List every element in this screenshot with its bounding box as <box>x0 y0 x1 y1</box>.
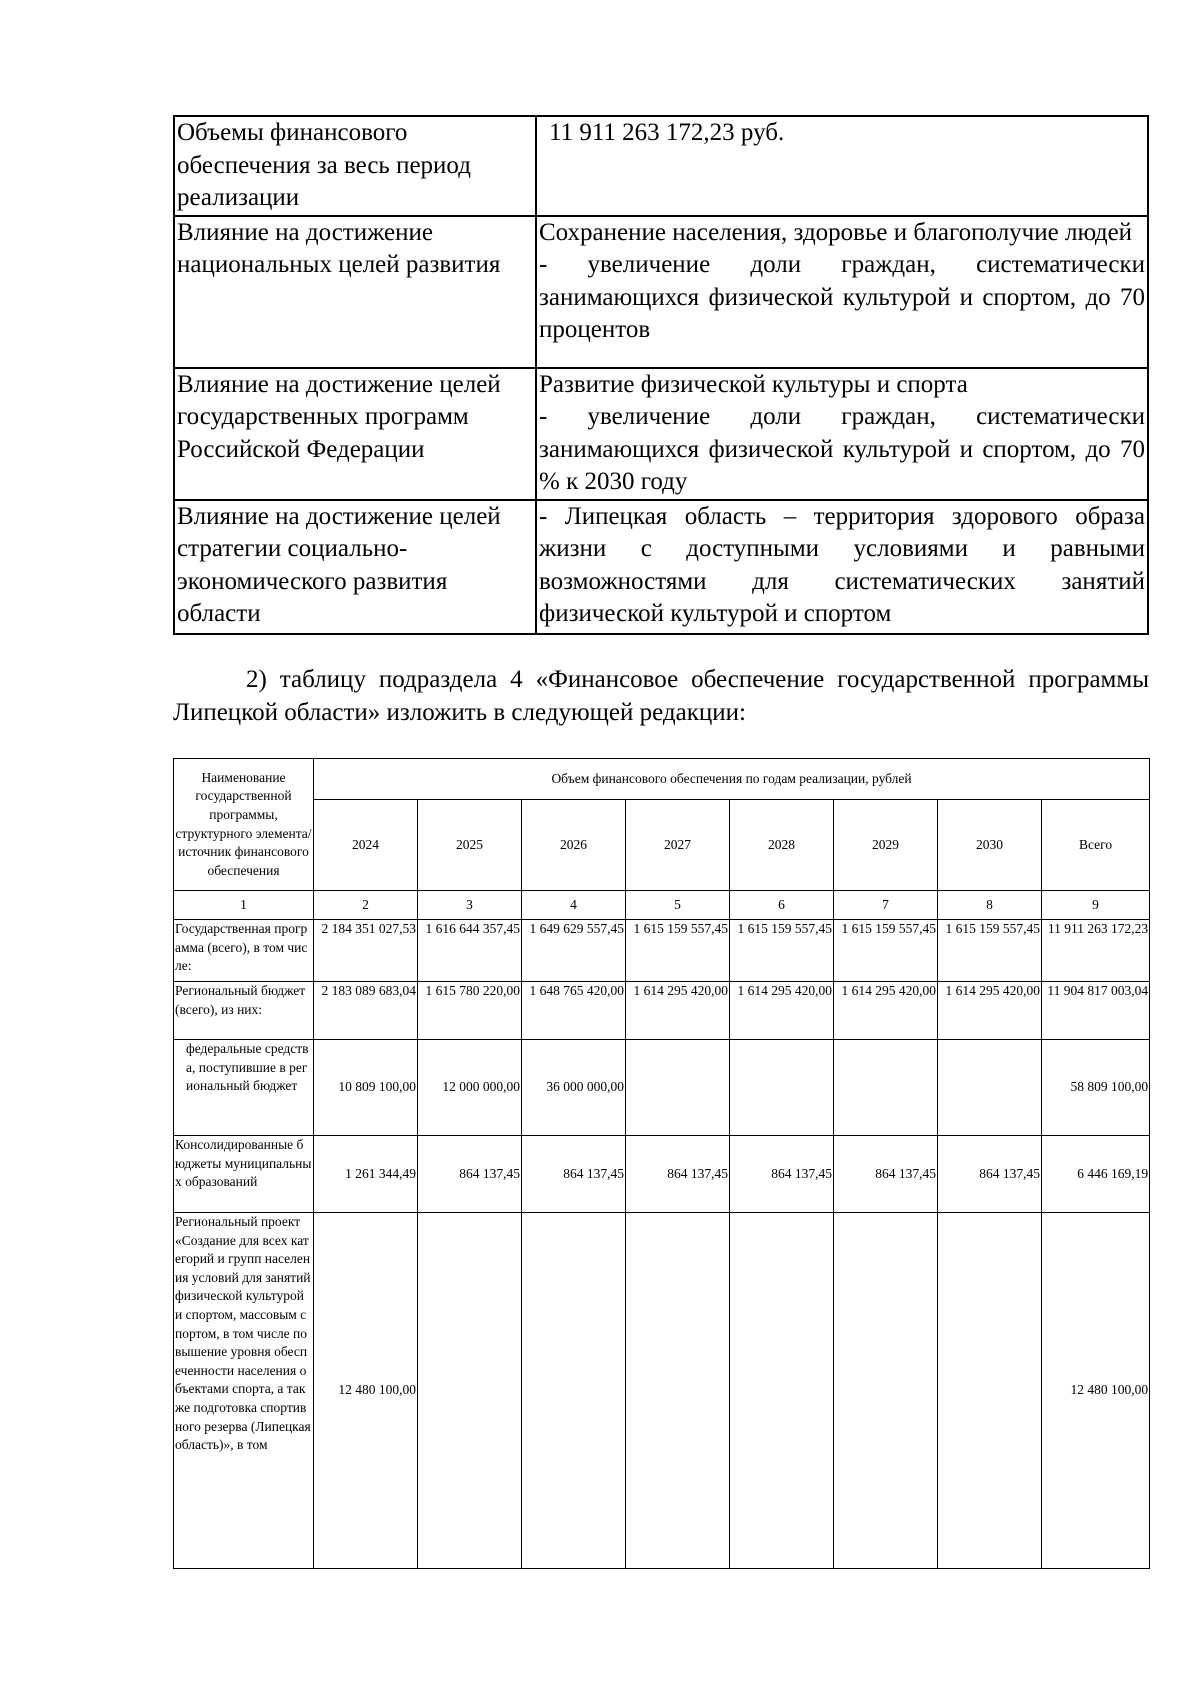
total-cell: 58 809 100,00 <box>1042 1040 1150 1136</box>
passport-label: Влияние на достижение целей государственных программ Российской Федерации <box>174 368 536 500</box>
table-row <box>174 982 1150 1040</box>
value-cell <box>626 1213 730 1569</box>
value-cell <box>418 1213 522 1569</box>
value-cell: 1 614 295 420,00 <box>626 982 730 1040</box>
column-number: 2 <box>314 891 418 920</box>
value-cell <box>730 1213 834 1569</box>
value-cell: 1 649 629 557,45 <box>522 920 626 982</box>
year-header: 2030 <box>938 800 1042 891</box>
value-cell: 12 480 100,00 <box>314 1213 418 1569</box>
value-cell: 1 615 159 557,45 <box>938 920 1042 982</box>
column-number: 3 <box>418 891 522 920</box>
passport-row <box>174 368 1148 500</box>
header-group-cell: Объем финансового обеспечения по годам реализации, рублей <box>314 759 1150 800</box>
value-cell: 1 616 644 357,45 <box>418 920 522 982</box>
table-row <box>174 1136 1150 1213</box>
value-cell <box>938 1040 1042 1136</box>
passport-value <box>536 500 1148 634</box>
passport-value-text: - Липецкая область – территория здорового образа жизни с доступными условиями и равными возможностями для систематических занятий физической культурой и спортом <box>539 502 1145 627</box>
value-cell <box>522 1213 626 1569</box>
value-cell <box>834 1040 938 1136</box>
passport-value-text: - увеличение доли граждан, систематически занимающихся физической культурой и спортом, до 70 % к 2030 году <box>539 403 1145 495</box>
finance-table <box>173 758 1150 1569</box>
value-cell: 36 000 000,00 <box>522 1040 626 1136</box>
value-cell <box>730 1040 834 1136</box>
year-header: 2025 <box>418 800 522 891</box>
header-row <box>174 759 1150 800</box>
value-cell: 1 615 159 557,45 <box>730 920 834 982</box>
program-passport-table <box>173 115 1149 635</box>
table-row <box>174 920 1150 982</box>
value-cell <box>626 1040 730 1136</box>
column-number: 7 <box>834 891 938 920</box>
value-cell: 1 615 159 557,45 <box>834 920 938 982</box>
column-number: 4 <box>522 891 626 920</box>
value-cell: 1 614 295 420,00 <box>730 982 834 1040</box>
total-header: Всего <box>1042 800 1150 891</box>
row-name: федеральные средства, поступившие в региональный бюджет <box>174 1040 314 1136</box>
amendment-paragraph <box>173 663 1149 729</box>
value-cell: 864 137,45 <box>730 1136 834 1213</box>
value-cell: 864 137,45 <box>418 1136 522 1213</box>
passport-row <box>174 500 1148 634</box>
row-name: Региональный бюджет (всего), из них: <box>174 982 314 1040</box>
year-header: 2028 <box>730 800 834 891</box>
value-cell: 864 137,45 <box>522 1136 626 1213</box>
total-cell: 11 904 817 003,04 <box>1042 982 1150 1040</box>
value-cell: 1 614 295 420,00 <box>938 982 1042 1040</box>
passport-value-text: Сохранение населения, здоровье и благополучие людей <box>539 218 1133 246</box>
passport-label: Влияние на достижение целей стратегии социально-экономического развития области <box>174 500 536 634</box>
value-cell <box>834 1213 938 1569</box>
row-name: Региональный проект «Создание для всех категорий и групп населения условий для занятий физической культурой и спортом, массовым спортом, в том числе повышение уровня обеспеченности населения объектами спорта, а также подготовка спортивного резерва (Липецкая область)», в том <box>174 1213 314 1569</box>
value-cell: 864 137,45 <box>938 1136 1042 1213</box>
value-cell: 1 615 780 220,00 <box>418 982 522 1040</box>
column-number: 6 <box>730 891 834 920</box>
value-cell: 1 648 765 420,00 <box>522 982 626 1040</box>
year-header: 2027 <box>626 800 730 891</box>
value-cell: 2 183 089 683,04 <box>314 982 418 1040</box>
table-row <box>174 1213 1150 1569</box>
year-header: 2026 <box>522 800 626 891</box>
total-cell: 6 446 169,19 <box>1042 1136 1150 1213</box>
passport-value <box>536 116 1148 216</box>
table-row <box>174 1040 1150 1136</box>
column-numbers-row <box>174 891 1150 920</box>
column-number: 9 <box>1042 891 1150 920</box>
value-cell: 2 184 351 027,53 <box>314 920 418 982</box>
row-name: Консолидированные бюджеты муниципальных образований <box>174 1136 314 1213</box>
total-cell: 11 911 263 172,23 <box>1042 920 1150 982</box>
passport-row <box>174 116 1148 216</box>
value-cell: 1 261 344,49 <box>314 1136 418 1213</box>
column-number: 5 <box>626 891 730 920</box>
passport-value <box>536 368 1148 500</box>
value-cell: 864 137,45 <box>834 1136 938 1213</box>
amendment-paragraph-text: 2) таблицу подраздела 4 «Финансовое обеспечение государственной программы Липецкой области» изложить в следующей редакции: <box>173 666 1149 726</box>
passport-row <box>174 216 1148 368</box>
year-header: 2029 <box>834 800 938 891</box>
row-name: Государственная программа (всего), в том числе: <box>174 920 314 982</box>
value-cell: 864 137,45 <box>626 1136 730 1213</box>
value-cell <box>938 1213 1042 1569</box>
value-cell: 10 809 100,00 <box>314 1040 418 1136</box>
header-years-row <box>174 800 1150 891</box>
value-cell: 1 614 295 420,00 <box>834 982 938 1040</box>
passport-value-text: 11 911 263 172,23 руб. <box>549 119 785 146</box>
value-cell: 1 615 159 557,45 <box>626 920 730 982</box>
year-header: 2024 <box>314 800 418 891</box>
passport-label: Объемы финансового обеспечения за весь период реализации <box>174 116 536 216</box>
passport-label: Влияние на достижение национальных целей развития <box>174 216 536 368</box>
column-number: 8 <box>938 891 1042 920</box>
passport-value <box>536 216 1148 368</box>
passport-value-text: - увеличение доли граждан, систематически занимающихся физической культурой и спортом, до 70 процентов <box>539 251 1145 343</box>
column-number: 1 <box>174 891 314 920</box>
header-name-cell: Наименование государственной программы, структурного элемента/источник финансового обеспечения <box>174 759 314 891</box>
value-cell: 12 000 000,00 <box>418 1040 522 1136</box>
passport-value-text: Развитие физической культуры и спорта <box>539 370 968 398</box>
total-cell: 12 480 100,00 <box>1042 1213 1150 1569</box>
